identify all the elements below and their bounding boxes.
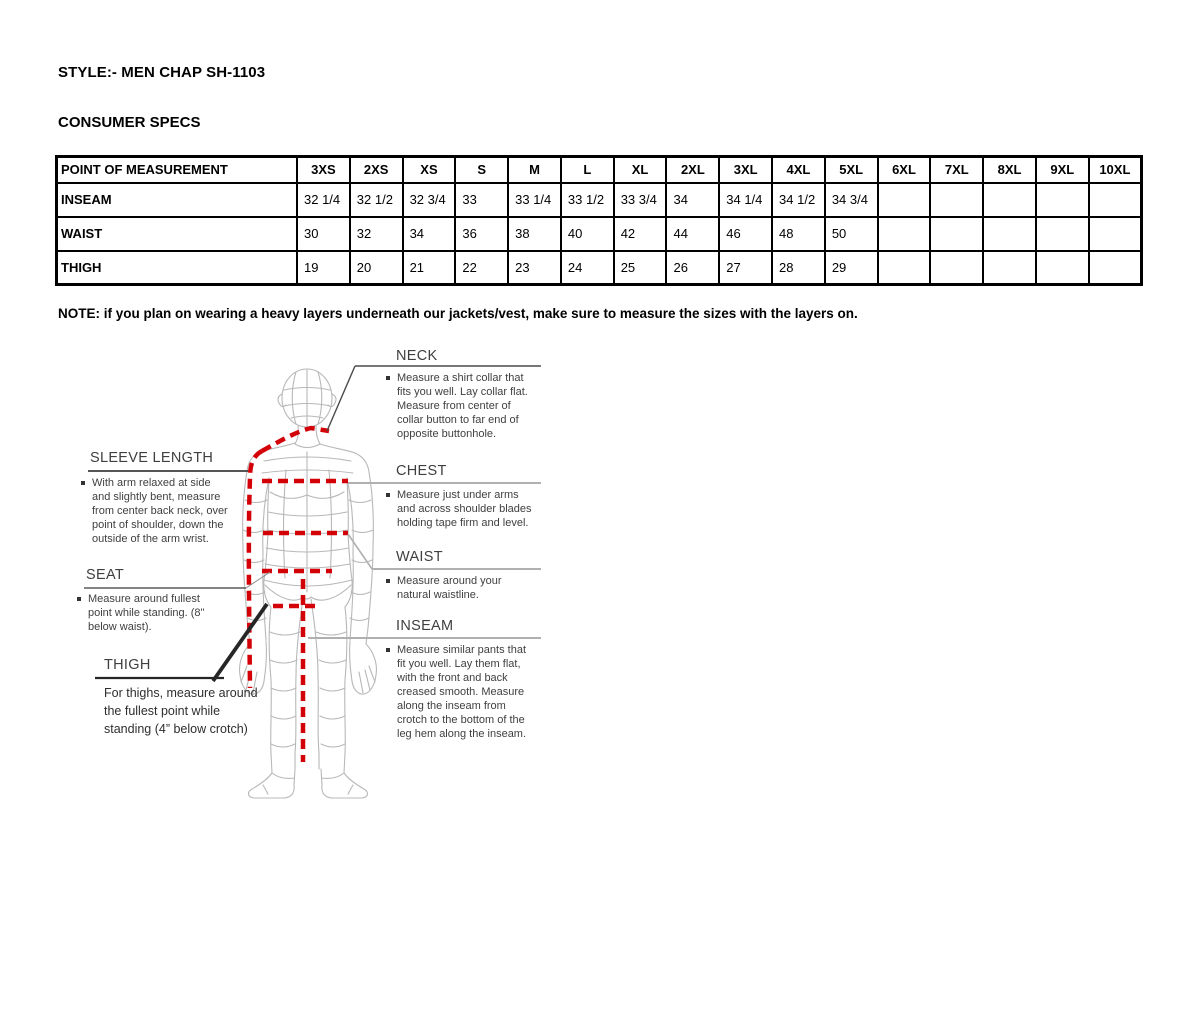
- cell-value: [930, 217, 983, 251]
- row-label: WAIST: [57, 217, 298, 251]
- bullet-icon: [81, 481, 85, 485]
- cell-value: 48: [772, 217, 825, 251]
- bullet-icon: [386, 376, 390, 380]
- cell-value: 38: [508, 217, 561, 251]
- cell-value: 34: [403, 217, 456, 251]
- cell-value: 25: [614, 251, 667, 285]
- callout-desc-seat: Measure around fullest point while standing. (8" below waist).: [75, 592, 213, 634]
- size-column-header: 5XL: [825, 157, 878, 183]
- cell-value: 44: [666, 217, 719, 251]
- size-column-header: 7XL: [930, 157, 983, 183]
- cell-value: 36: [455, 217, 508, 251]
- cell-value: 32 1/4: [297, 183, 350, 217]
- cell-value: [983, 251, 1036, 285]
- callout-desc-chest: Measure just under arms and across shoulder blades holding tape firm and level.: [384, 488, 535, 530]
- cell-value: 32: [350, 217, 403, 251]
- size-column-header: L: [561, 157, 614, 183]
- spec-table-body: [57, 183, 1142, 285]
- cell-value: 42: [614, 217, 667, 251]
- bullet-icon: [386, 648, 390, 652]
- callout-desc-sleeve-length: With arm relaxed at side and slightly bent, measure from center back neck, over point of shoulder, down the outside of the arm wrist.: [79, 476, 229, 546]
- cell-value: [983, 217, 1036, 251]
- row-label: THIGH: [57, 251, 298, 285]
- size-column-header: 10XL: [1089, 157, 1142, 183]
- callout-desc-neck: Measure a shirt collar that fits you well. Lay collar flat. Measure from center of collar button to far end of opposite buttonhole.: [384, 371, 535, 441]
- callout-desc-thigh: For thighs, measure around the fullest point while standing (4” below crotch): [104, 686, 258, 736]
- cell-value: 28: [772, 251, 825, 285]
- cell-value: 30: [297, 217, 350, 251]
- callout-title-chest: CHEST: [396, 463, 447, 479]
- callout-title-thigh: THIGH: [104, 657, 151, 673]
- callout-title-neck: NECK: [396, 348, 438, 364]
- consumer-specs-heading: CONSUMER SPECS: [58, 114, 201, 131]
- size-column-header: XS: [403, 157, 456, 183]
- bullet-icon: [386, 493, 390, 497]
- cell-value: 32 3/4: [403, 183, 456, 217]
- cell-value: 34 1/4: [719, 183, 772, 217]
- spec-table-container: [55, 155, 1143, 286]
- cell-value: [878, 183, 931, 217]
- spec-table-header-row: [57, 157, 1142, 183]
- size-column-header: 3XS: [297, 157, 350, 183]
- cell-value: 26: [666, 251, 719, 285]
- cell-value: [1089, 251, 1142, 285]
- cell-value: 34 1/2: [772, 183, 825, 217]
- bullet-icon: [77, 597, 81, 601]
- cell-value: 27: [719, 251, 772, 285]
- cell-value: 33 1/4: [508, 183, 561, 217]
- size-column-header: XL: [614, 157, 667, 183]
- table-row: [57, 251, 1142, 285]
- corner-header: POINT OF MEASUREMENT: [57, 157, 298, 183]
- cell-value: [1089, 183, 1142, 217]
- callout-title-seat: SEAT: [86, 567, 124, 583]
- table-row: [57, 183, 1142, 217]
- cell-value: [1036, 251, 1089, 285]
- cell-value: 33: [455, 183, 508, 217]
- row-label: INSEAM: [57, 183, 298, 217]
- cell-value: [983, 183, 1036, 217]
- size-column-header: 6XL: [878, 157, 931, 183]
- size-column-header: 8XL: [983, 157, 1036, 183]
- cell-value: 50: [825, 217, 878, 251]
- cell-value: [878, 217, 931, 251]
- cell-value: [1036, 217, 1089, 251]
- neck-measure-line: [262, 428, 329, 451]
- cell-value: 33 1/2: [561, 183, 614, 217]
- size-column-header: 2XS: [350, 157, 403, 183]
- callout-desc-inseam: Measure similar pants that fit you well. Lay them flat, with the front and back creased smooth. Measure along the inseam from crotch to the bottom of the leg hem along the inseam.: [384, 643, 532, 741]
- note-text: NOTE: if you plan on wearing a heavy layers underneath our jackets/vest, make sure to measure the sizes with the layers on.: [58, 306, 858, 321]
- table-row: [57, 217, 1142, 251]
- size-column-header: S: [455, 157, 508, 183]
- style-title: STYLE:- MEN CHAP SH-1103: [58, 64, 266, 81]
- cell-value: 24: [561, 251, 614, 285]
- size-column-header: 4XL: [772, 157, 825, 183]
- callout-title-waist: WAIST: [396, 549, 443, 565]
- size-column-header: M: [508, 157, 561, 183]
- callout-title-sleeve-length: SLEEVE LENGTH: [90, 450, 214, 466]
- cell-value: 23: [508, 251, 561, 285]
- bullet-icon: [386, 579, 390, 583]
- size-column-header: 3XL: [719, 157, 772, 183]
- sleeve-measure-line: [249, 451, 262, 688]
- cell-value: 19: [297, 251, 350, 285]
- cell-value: 34 3/4: [825, 183, 878, 217]
- cell-value: 32 1/2: [350, 183, 403, 217]
- callout-title-inseam: INSEAM: [396, 618, 454, 634]
- cell-value: 46: [719, 217, 772, 251]
- callout-desc-waist: Measure around your natural waistline.: [384, 574, 517, 602]
- cell-value: 33 3/4: [614, 183, 667, 217]
- cell-value: 40: [561, 217, 614, 251]
- cell-value: [1036, 183, 1089, 217]
- cell-value: 20: [350, 251, 403, 285]
- cell-value: [1089, 217, 1142, 251]
- cell-value: 22: [455, 251, 508, 285]
- size-column-header: 2XL: [666, 157, 719, 183]
- cell-value: [930, 251, 983, 285]
- cell-value: 21: [403, 251, 456, 285]
- consumer-specs-table: [55, 155, 1143, 286]
- cell-value: 29: [825, 251, 878, 285]
- cell-value: 34: [666, 183, 719, 217]
- size-column-header: 9XL: [1036, 157, 1089, 183]
- cell-value: [930, 183, 983, 217]
- cell-value: [878, 251, 931, 285]
- measurement-lines: [249, 428, 348, 762]
